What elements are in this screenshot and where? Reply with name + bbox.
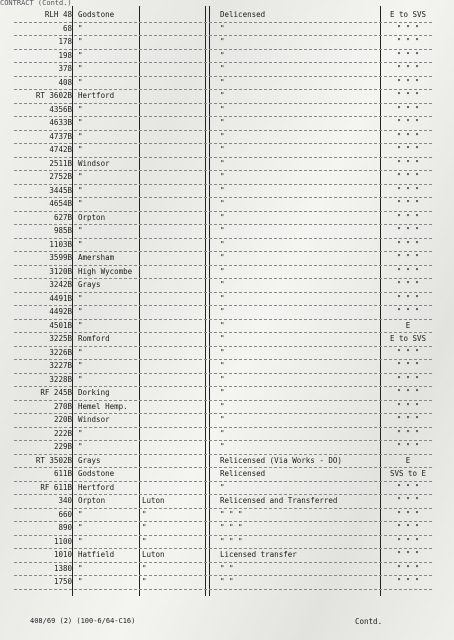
table-row (14, 8, 432, 23)
row-note: " (220, 428, 225, 438)
row-note: " (220, 253, 225, 262)
row-from: " (78, 131, 83, 141)
table-row (14, 224, 432, 239)
row-from: Grays (78, 455, 101, 465)
row-note: " (220, 482, 225, 492)
row-route: 198 (58, 50, 72, 60)
row-route: 222B (53, 428, 72, 438)
row-to (142, 319, 202, 333)
row-mark: " " " (396, 293, 420, 303)
row-mark: " " " (396, 185, 420, 195)
row-note: " (220, 104, 225, 114)
row-from: " (78, 374, 83, 384)
table-row (14, 508, 432, 523)
row-from: " (78, 104, 83, 114)
row-mark: " " " (396, 482, 420, 492)
row-route: 68 (62, 23, 72, 33)
row-from: " (78, 37, 83, 46)
row-mark: " " " (396, 50, 420, 60)
row-mark: " " " (396, 536, 420, 546)
row-from: Grays (78, 280, 101, 289)
table-row (14, 427, 432, 442)
row-mark: " " " (396, 239, 420, 249)
row-route: 1010 (53, 550, 72, 559)
row-route: 1380 (53, 563, 72, 573)
row-to (142, 481, 202, 495)
row-route: RT 3502B (35, 455, 72, 465)
row-note: " (220, 91, 225, 100)
table-row (14, 467, 432, 482)
row-to: Luton (142, 550, 165, 559)
table-row (14, 548, 432, 563)
row-route: 3227B (49, 361, 72, 370)
row-mark: " " " (396, 523, 420, 532)
table-row (14, 143, 432, 158)
row-from: Godstone (78, 469, 115, 478)
row-to (142, 103, 202, 117)
row-mark: SVS to E (389, 469, 427, 478)
row-route: 3242B (49, 280, 72, 289)
row-note: " (220, 64, 225, 73)
row-from: Dorking (78, 388, 110, 397)
table-row (14, 278, 432, 293)
row-to (142, 62, 202, 76)
row-to (142, 170, 202, 184)
row-mark: " " " (396, 374, 420, 384)
row-route: 220B (53, 415, 72, 424)
row-from: Windsor (78, 158, 110, 168)
row-to (142, 157, 202, 171)
row-note: " (220, 77, 225, 87)
row-note: Licensed transfer (220, 550, 297, 559)
row-note: " (220, 118, 225, 127)
row-mark: " " " (396, 415, 420, 424)
row-from: " (78, 199, 83, 208)
table-row (14, 319, 432, 334)
table-row (14, 197, 432, 212)
row-from: " (78, 347, 83, 357)
row-route: 229B (53, 442, 72, 451)
row-note: " (220, 401, 225, 411)
row-mark: " " " (396, 428, 420, 438)
row-route: 2752B (49, 172, 72, 181)
table-row (14, 521, 432, 536)
row-route: 4356B (49, 104, 72, 114)
row-mark: " " " (396, 253, 420, 262)
row-note: Delicensed (220, 10, 266, 19)
row-route: 340 (58, 496, 72, 505)
row-mark: " " " (396, 388, 420, 397)
row-mark: " " " (396, 577, 420, 586)
row-to (142, 278, 202, 292)
row-to (142, 130, 202, 144)
row-to (142, 400, 202, 414)
row-note: Relicensed and Transferred (220, 496, 338, 505)
row-mark: " " " (396, 347, 420, 357)
table-row (14, 49, 432, 64)
row-route: 3226B (49, 347, 72, 357)
row-to: " (142, 509, 147, 519)
table-row (14, 211, 432, 226)
row-mark: " " " (396, 509, 420, 519)
row-from: " (78, 293, 83, 303)
row-mark: " " " (396, 91, 420, 100)
table-row (14, 89, 432, 104)
table-row (14, 346, 432, 361)
row-to (142, 197, 202, 211)
row-from: " (78, 361, 83, 370)
row-note: " (220, 172, 225, 181)
row-mark: " " " (396, 199, 420, 208)
table-row (14, 454, 432, 469)
row-route: 627B (53, 212, 72, 222)
row-to (142, 332, 202, 346)
row-route: 3599B (49, 253, 72, 262)
row-to (142, 467, 202, 481)
row-note: " (220, 212, 225, 222)
row-from: " (78, 118, 83, 127)
row-to (142, 22, 202, 36)
row-to (142, 8, 202, 22)
table-row (14, 386, 432, 401)
row-to (142, 76, 202, 90)
row-from: Godstone (78, 10, 115, 19)
table-row (14, 440, 432, 455)
row-note: Relicensed (220, 469, 266, 478)
row-from: High Wycombe (78, 266, 133, 276)
row-mark: " " " (396, 23, 420, 33)
row-note: " (220, 293, 225, 303)
row-to (142, 35, 202, 49)
row-to (142, 373, 202, 387)
row-note: " (220, 131, 225, 141)
row-to (142, 211, 202, 225)
row-from: Windsor (78, 415, 110, 424)
row-to (142, 305, 202, 319)
row-route: 611B (53, 469, 72, 478)
table-row (14, 562, 432, 577)
row-to: " (142, 536, 147, 546)
row-note: " (220, 239, 225, 249)
row-from: Hatfield (78, 550, 115, 559)
row-from: " (78, 509, 83, 519)
row-route: 4633B (49, 118, 72, 127)
row-from: " (78, 77, 83, 87)
row-note: " (220, 50, 225, 60)
row-note: " (220, 199, 225, 208)
table-row (14, 265, 432, 280)
row-from: Hertford (78, 482, 115, 492)
row-from: Romford (78, 334, 110, 343)
row-from: " (78, 563, 83, 573)
row-note: " (220, 361, 225, 370)
row-route: 4737B (49, 131, 72, 141)
row-note: " (220, 415, 225, 424)
row-from: " (78, 428, 83, 438)
row-mark: " " " (396, 64, 420, 73)
table-row (14, 116, 432, 131)
row-from: " (78, 23, 83, 33)
row-to (142, 224, 202, 238)
row-note: " (220, 185, 225, 195)
row-from: " (78, 239, 83, 249)
row-route: RF 611B (40, 482, 72, 492)
row-note: " (220, 37, 225, 46)
row-mark: " " " (396, 226, 420, 235)
row-to (142, 238, 202, 252)
row-mark: " " " (396, 172, 420, 181)
row-route: 2511B (49, 158, 72, 168)
row-mark: " " " (396, 118, 420, 127)
row-mark: " " " (396, 77, 420, 87)
continued-label: Contd. (355, 617, 383, 626)
table-row (14, 76, 432, 91)
row-route: 3225B (49, 334, 72, 343)
row-mark: " " " (396, 158, 420, 168)
row-to (142, 116, 202, 130)
table-row (14, 130, 432, 145)
row-from: " (78, 50, 83, 60)
row-route: 4492B (49, 307, 72, 316)
row-to (142, 427, 202, 441)
row-to (142, 184, 202, 198)
row-route: RLH 48 (44, 10, 72, 19)
row-mark: " " " (396, 212, 420, 222)
table-row (14, 332, 432, 347)
row-mark: " " " (396, 145, 420, 154)
row-note: " (220, 23, 225, 33)
row-route: 985B (53, 226, 72, 235)
row-mark: E (405, 320, 411, 330)
row-from: Hemel Hemp. (78, 401, 128, 411)
row-mark: " " " (396, 37, 420, 46)
row-to (142, 386, 202, 400)
row-route: 4742B (49, 145, 72, 154)
row-note: " (220, 320, 225, 330)
row-mark: " " " (396, 563, 420, 573)
row-from: " (78, 523, 83, 532)
row-route: 3228B (49, 374, 72, 384)
table-row (14, 400, 432, 415)
row-to: " (142, 577, 147, 586)
row-from: " (78, 226, 83, 235)
row-note: " (220, 388, 225, 397)
row-to (142, 49, 202, 63)
table-row (14, 535, 432, 550)
row-to (142, 359, 202, 373)
row-route: 4491B (49, 293, 72, 303)
row-route: 378 (58, 64, 72, 73)
row-route: 4654B (49, 199, 72, 208)
row-route: 660 (58, 509, 72, 519)
row-mark: " " " (396, 401, 420, 411)
row-note: " " " (220, 536, 243, 546)
row-note: " " (220, 563, 234, 573)
row-route: RT 3602B (35, 91, 72, 100)
table-row (14, 575, 432, 590)
row-to (142, 143, 202, 157)
table-row (14, 35, 432, 50)
row-from: " (78, 536, 83, 546)
row-from: " (78, 172, 83, 181)
row-to (142, 89, 202, 103)
row-from: Amersham (78, 253, 115, 262)
row-from: " (78, 577, 83, 586)
row-mark: " " " (396, 266, 420, 276)
row-to (142, 265, 202, 279)
row-note: " (220, 334, 225, 343)
table-row (14, 292, 432, 307)
page-header: CONTRACT (Contd.) (0, 0, 72, 6)
row-route: 408 (58, 77, 72, 87)
table-row (14, 103, 432, 118)
row-note: " (220, 158, 225, 168)
row-route: 270B (53, 401, 72, 411)
row-note: " (220, 280, 225, 289)
row-from: " (78, 320, 83, 330)
row-from: " (78, 145, 83, 154)
row-to: " (142, 563, 147, 573)
row-note: " (220, 307, 225, 316)
row-mark: " " " (396, 496, 420, 505)
row-from: Orpton (78, 212, 106, 222)
row-mark: " " " (396, 442, 420, 451)
row-from: Hertford (78, 91, 115, 100)
table-row (14, 157, 432, 172)
row-mark: " " " (396, 280, 420, 289)
row-mark: " " " (396, 361, 420, 370)
row-mark: " " " (396, 550, 420, 559)
table-row (14, 305, 432, 320)
row-to (142, 292, 202, 306)
table-row (14, 359, 432, 374)
row-mark: " " " (396, 307, 420, 316)
table-row (14, 373, 432, 388)
row-route: 1100 (53, 536, 72, 546)
table-row (14, 251, 432, 266)
table-row (14, 238, 432, 253)
table-row (14, 170, 432, 185)
row-route: 3120B (49, 266, 72, 276)
row-note: " " " (220, 509, 243, 519)
row-route: 3445B (49, 185, 72, 195)
row-note: " (220, 374, 225, 384)
row-note: " (220, 145, 225, 154)
row-route: 4501B (49, 320, 72, 330)
table-row (14, 62, 432, 77)
row-note: " (220, 266, 225, 276)
row-to (142, 454, 202, 468)
row-to (142, 251, 202, 265)
row-route: 1103B (49, 239, 72, 249)
row-to: " (142, 523, 147, 532)
table-row (14, 22, 432, 37)
row-to (142, 346, 202, 360)
row-mark: " " " (396, 104, 420, 114)
form-reference: 408/69 (2) (100-6/64-C16) (30, 617, 136, 625)
row-note: " (220, 347, 225, 357)
row-from: " (78, 64, 83, 73)
row-mark: " " " (396, 131, 420, 141)
table-row (14, 413, 432, 428)
row-note: " (220, 442, 225, 451)
row-note: " " " (220, 523, 243, 532)
row-route: 1750 (53, 577, 72, 586)
row-note: " " (220, 577, 234, 586)
row-to (142, 440, 202, 454)
row-route: 178 (58, 37, 72, 46)
table-row (14, 184, 432, 199)
table-row (14, 481, 432, 496)
table-row (14, 494, 432, 509)
row-mark: E to SVS (389, 334, 427, 343)
row-note: Relicensed (Via Works - DO) (220, 455, 342, 465)
row-mark: E to SVS (389, 10, 427, 19)
row-to: Luton (142, 496, 165, 505)
row-route: 890 (58, 523, 72, 532)
row-route: RF 245B (40, 388, 72, 397)
row-to (142, 413, 202, 427)
row-from: Orpton (78, 496, 106, 505)
row-from: " (78, 442, 83, 451)
row-from: " (78, 185, 83, 195)
row-from: " (78, 307, 83, 316)
row-note: " (220, 226, 225, 235)
row-mark: E (405, 455, 411, 465)
